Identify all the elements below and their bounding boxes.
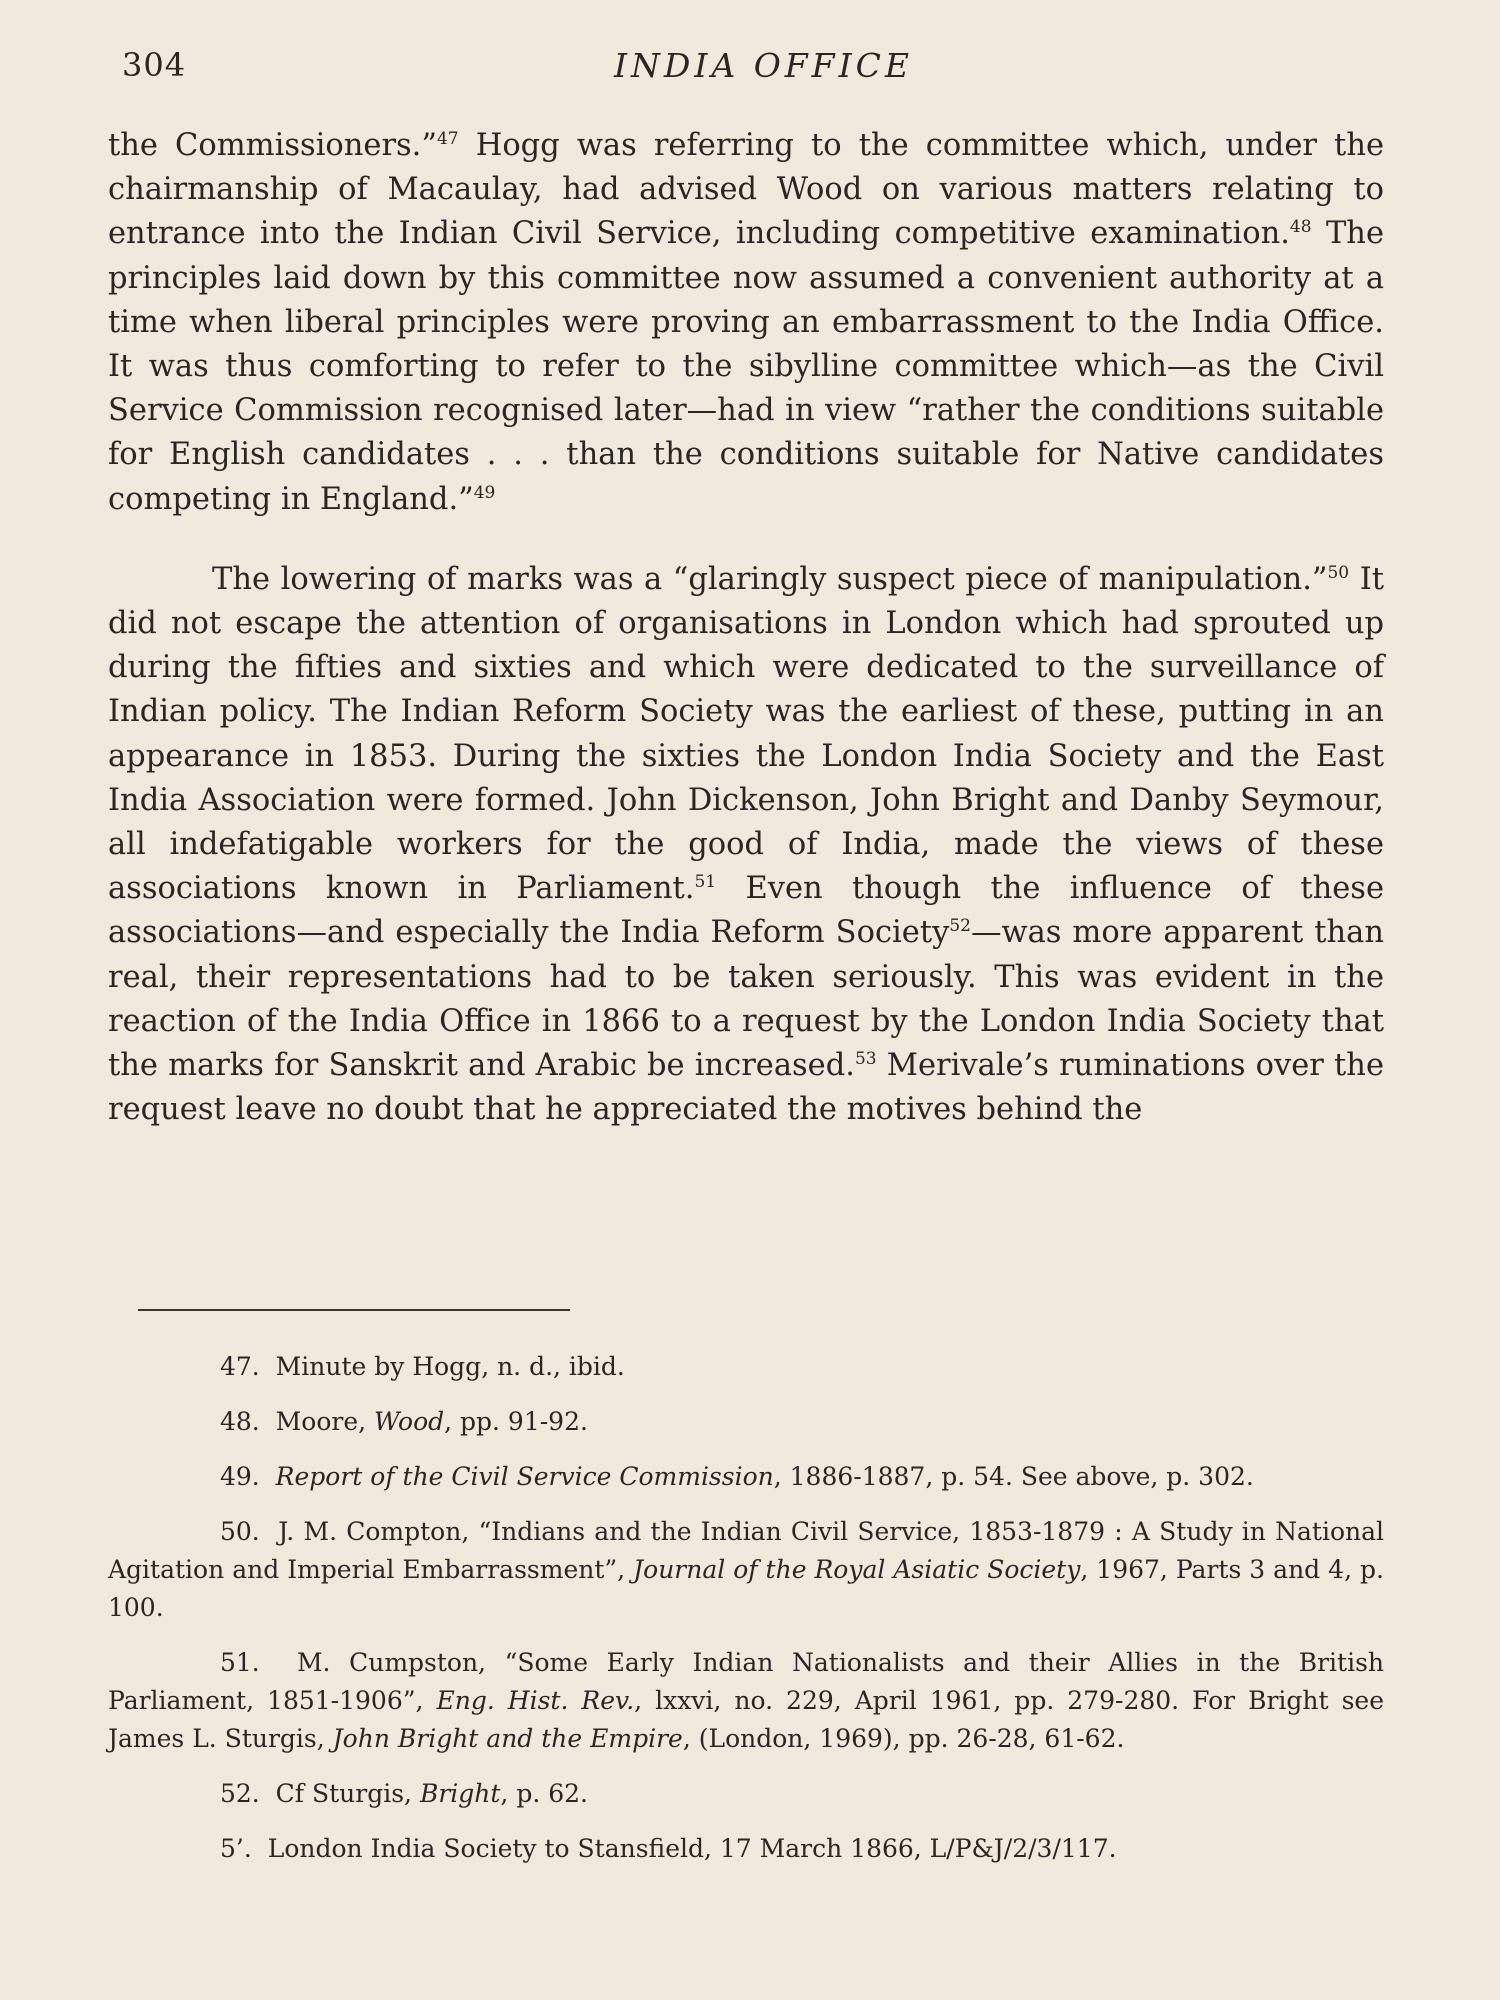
footnote-text: J. M. Compton, “Indians and the Indian Civil Service, 1853-1879 : A Study in National Agitation and Imperial Embarrassment”, [108, 1517, 1384, 1584]
text-run: It did not escape the attention of organisations in London which had sprouted up during the fifties and sixties and which were dedicated to the surveillance of Indian policy. The Indian Reform Society was the earliest of these, putting in an appearance in 1853. During the sixties the London India Society and the East India Association were formed. John Dickenson, John Bright and Danby Seymour, all indefatigable workers for the good of India, made the views of these associations known in Parliament. [108, 561, 1384, 907]
footnote-48 [108, 1403, 1384, 1441]
footnote-text: Minute by Hogg, n. d., ibid. [275, 1352, 625, 1381]
footnote-text: London India Society to Stansfield, 17 March 1866, L/P&J/2/3/117. [267, 1834, 1117, 1863]
footnote-title: Bright [419, 1779, 501, 1808]
footnote-text: , p. 62. [500, 1779, 588, 1808]
footnote-ref-53: 53 [854, 1048, 877, 1069]
footnote-number: 5’. [220, 1834, 252, 1863]
footnote-ref-47: 47 [436, 128, 459, 149]
footnote-text: , pp. 91-92. [444, 1407, 588, 1436]
text-run: The lowering of marks was a “glaringly suspect piece of manipulation.” [212, 561, 1328, 597]
text-run: the Commissioners.” [108, 128, 437, 163]
footnote-divider [138, 1309, 570, 1311]
footnote-ref-51: 51 [694, 872, 717, 893]
footnote-number: 52. [220, 1779, 260, 1808]
footnote-text: , 1886-1887, p. 54. See above, p. 302. [773, 1462, 1254, 1491]
footnote-ref-50: 50 [1327, 562, 1350, 583]
footnote-title: Wood [374, 1407, 445, 1436]
body-text [108, 124, 1384, 1132]
footnote-51 [108, 1644, 1384, 1758]
footnote-text: , lxxvi, no. 229, April 1961, pp. 279-280. For Bright see James L. Sturgis, [108, 1686, 1384, 1753]
footnote-ref-48: 48 [1289, 217, 1312, 238]
footnote-title: John Bright and the Empire [332, 1724, 683, 1753]
paragraph-1 [108, 124, 1384, 522]
footnote-ref-49: 49 [473, 482, 496, 503]
footnote-49 [108, 1458, 1384, 1496]
footnote-number: 49. [220, 1462, 260, 1491]
footnote-52 [108, 1775, 1384, 1813]
footnote-number: 51. [220, 1648, 260, 1677]
footnote-ref-52: 52 [949, 916, 971, 937]
footnote-text: , 1967, Parts 3 and 4, p. 100. [108, 1555, 1384, 1622]
footnote-53 [108, 1830, 1384, 1868]
footnote-47 [108, 1348, 1384, 1386]
text-run: Hogg was referring to the committee which, under the chairmanship of Macaulay, had advised Wood on various matters relating to entrance into the Indian Civil Service, including competitive examination. [108, 128, 1385, 252]
text-run: —was more apparent than real, their representations had to be taken seriously. This was evident in the reaction of the India Office in 1866 to a request by the London India Society that the marks for Sanskrit and Arabic be increased. [108, 915, 1384, 1084]
footnote-text: M. Cumpston, “Some Early Indian Nationalists and their Allies in the British Parliament, 1851-1906”, [108, 1648, 1384, 1715]
footnote-number: 47. [220, 1352, 260, 1381]
page-number: 304 [122, 46, 187, 84]
footnote-title: Journal of the Royal Asiatic Society [633, 1555, 1081, 1584]
footnote-text: , (London, 1969), pp. 26-28, 61-62. [682, 1724, 1125, 1753]
footnote-text: Cf Sturgis, [275, 1779, 420, 1808]
text-run: The principles laid down by this committee now assumed a convenient authority at a time when liberal principles were proving an embarrassment to the India Office. It was thus comforting to refer to the sibylline committee which—as the Civil Service Commission recognised later—had in view “rather the conditions suitable for English candidates . . . than the conditions suitable for Native candidates competing in England.” [108, 216, 1384, 517]
running-head: INDIA OFFICE [614, 46, 913, 85]
footnote-title: Eng. Hist. Rev. [436, 1686, 635, 1715]
footnotes [108, 1348, 1384, 1885]
footnote-number: 50. [220, 1517, 260, 1546]
text-run: Even though the influence of these associations—and especially the India Reform Society [108, 871, 1384, 951]
footnote-text: Moore, [275, 1407, 375, 1436]
text-run: Merivale’s ruminations over the request leave no doubt that he appreciated the motives behind the [108, 1048, 1385, 1128]
page-header [0, 40, 1500, 100]
footnote-title: Report of the Civil Service Commission [275, 1462, 774, 1491]
paragraph-2 [108, 558, 1384, 1133]
footnote-number: 48. [220, 1407, 260, 1436]
footnote-50 [108, 1513, 1384, 1627]
